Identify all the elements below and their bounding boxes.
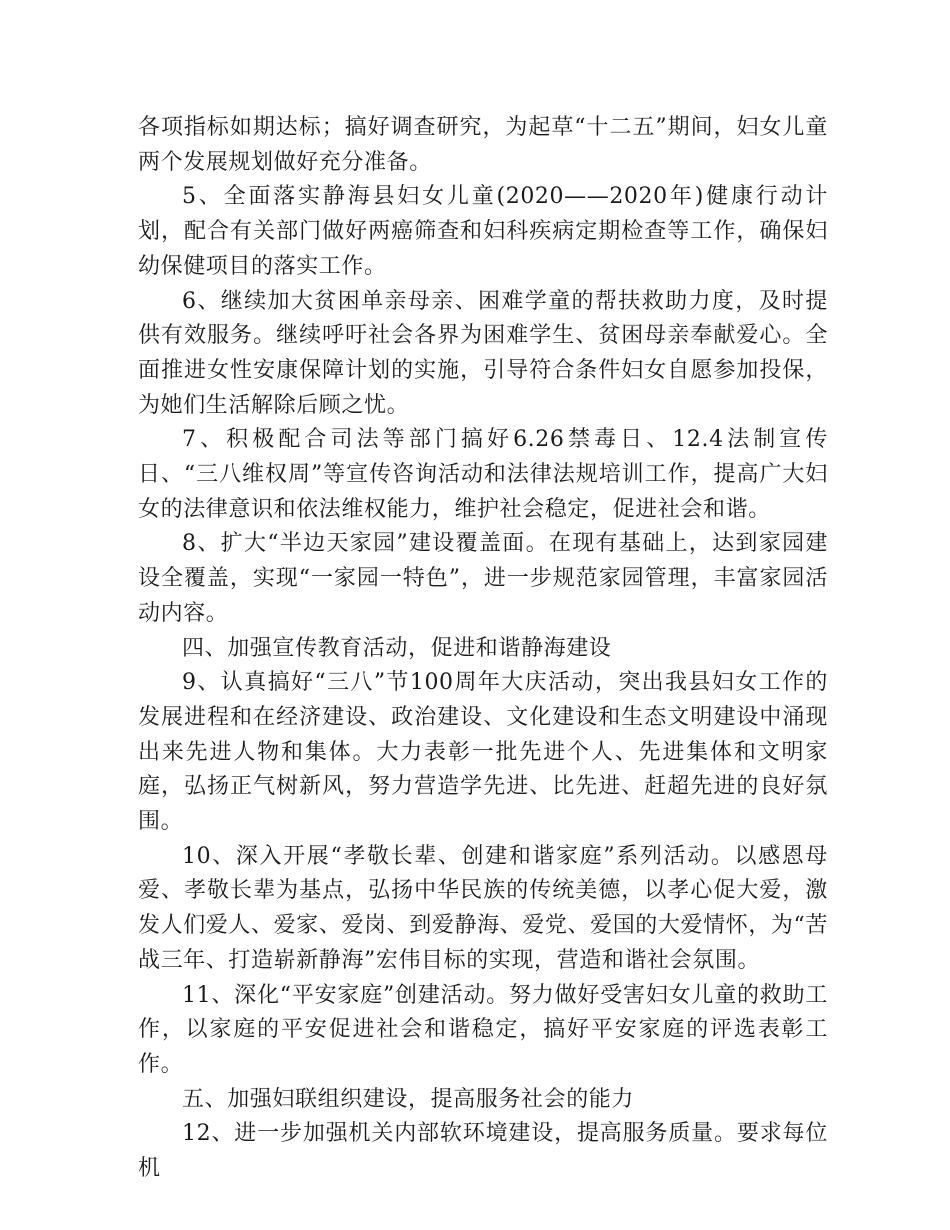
paragraph-item-7: 7、积极配合司法等部门搞好6.26禁毒日、12.4法制宣传日、“三八维权周”等宣传咨询活动和法律法规培训工作，提高广大妇女的法律意识和依法维权能力，维护社会稳定，促进社会和谐。: [138, 427, 828, 522]
paragraph-item-12: 12、进一步加强机关内部软环境建设，提高服务质量。要求每位机: [138, 1121, 828, 1182]
paragraph-item-5: 5、全面落实静海县妇女儿童(2020——2020年)健康行动计划，配合有关部门做好两癌筛查和妇科疾病定期检查等工作，确保妇幼保健项目的落实工作。: [138, 184, 828, 279]
section-heading-5: 五、加强妇联组织建设，提高服务社会的能力: [182, 1086, 635, 1112]
document-body: [138, 111, 828, 1187]
paragraph-continuation: 各项指标如期达标；搞好调查研究，为起草“十二五”期间，妇女儿童两个发展规划做好充分准备。: [138, 115, 828, 175]
paragraph-item-6: 6、继续加大贫困单亲母亲、困难学童的帮扶救助力度，及时提供有效服务。继续呼吁社会各界为困难学生、贫困母亲奉献爱心。全面推进女性安康保障计划的实施，引导符合条件妇女自愿参加投保，为她们生活解除后顾之忧。: [138, 288, 828, 418]
section-heading-4: 四、加强宣传教育活动，促进和谐静海建设: [182, 635, 612, 661]
paragraph-item-11: 11、深化“平安家庭”创建活动。努力做好受害妇女儿童的救助工作，以家庭的平安促进社会和谐稳定，搞好平安家庭的评选表彰工作。: [138, 982, 828, 1077]
paragraph-item-9: 9、认真搞好“三八”节100周年大庆活动，突出我县妇女工作的发展进程和在经济建设、政治建设、文化建设和生态文明建设中涌现出来先进人物和集体。大力表彰一批先进个人、先进集体和文明家庭，弘扬正气树新风，努力营造学先进、比先进、赶超先进的良好氛围。: [138, 670, 828, 835]
paragraph-item-8: 8、扩大“半边天家园”建设覆盖面。在现有基础上，达到家园建设全覆盖，实现“一家园一特色”，进一步规范家园管理，丰富家园活动内容。: [138, 531, 828, 626]
paragraph-item-10: 10、深入开展“孝敬长辈、创建和谐家庭”系列活动。以感恩母爱、孝敬长辈为基点，弘扬中华民族的传统美德，以孝心促大爱，激发人们爱人、爱家、爱岗、到爱静海、爱党、爱国的大爱情怀，为“苦战三年、打造崭新静海”宏伟目标的实现，营造和谐社会氛围。: [138, 843, 828, 973]
